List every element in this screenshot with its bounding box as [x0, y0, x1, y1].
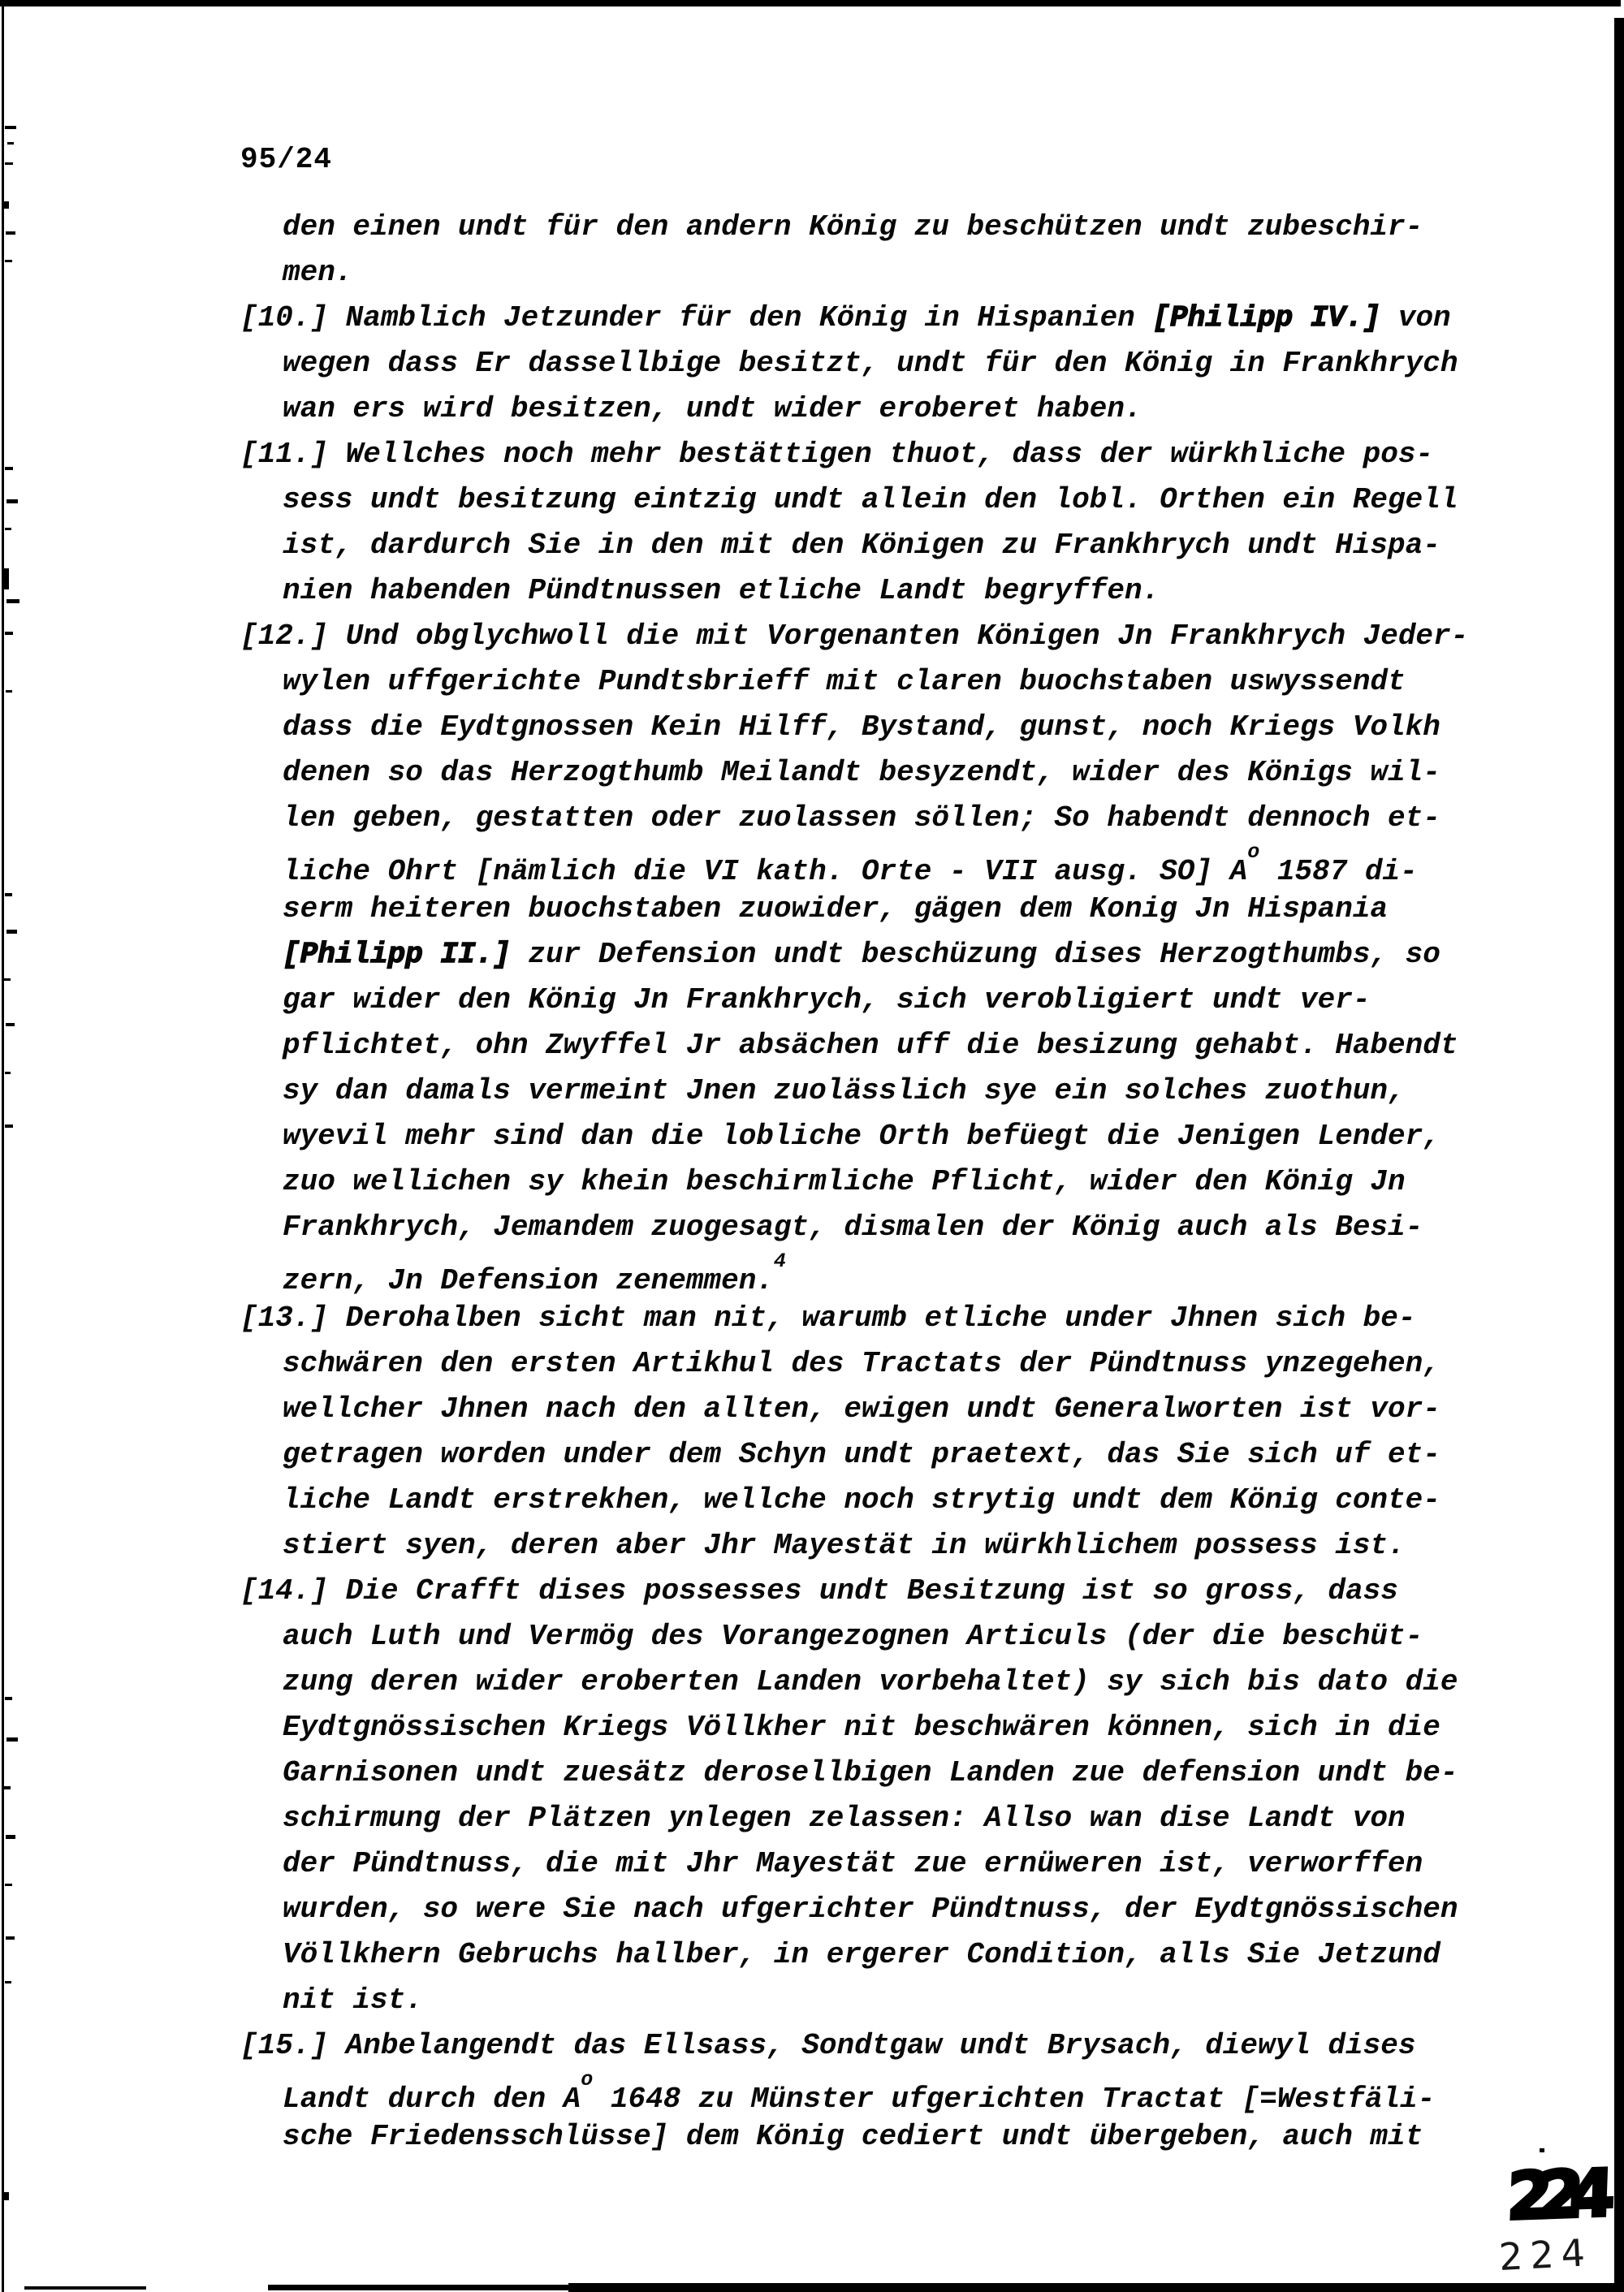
text: men.	[283, 256, 353, 289]
scan-artifact	[5, 893, 12, 896]
text: [13.] Derohalben sicht man nit, warumb etliche under Jhnen sich be-	[240, 1301, 1416, 1335]
text: liche Ohrt [nämlich die VI kath. Orte - VII ausg. SO] A	[283, 855, 1248, 888]
scan-artifact	[5, 1697, 12, 1700]
bold-text: [Philipp IV.]	[1152, 301, 1381, 335]
text-line	[240, 1387, 1556, 1432]
text-line	[240, 1341, 1556, 1387]
text-line	[240, 841, 1556, 887]
text-line	[240, 1705, 1556, 1750]
text-line	[240, 568, 1556, 614]
text: Frankhrych, Jemandem zuogesagt, dismalen der König auch als Besi-	[283, 1211, 1423, 1244]
text: auch Luth und Vermög des Vorangezognen Articuls (der die beschüt-	[283, 1620, 1423, 1653]
text-line	[240, 2069, 1556, 2114]
superscript: o	[1247, 840, 1260, 864]
text: den einen undt für den andern König zu beschützen undt zubeschir-	[283, 210, 1423, 244]
text-line	[240, 1841, 1556, 1887]
text-line	[240, 1978, 1556, 2023]
text-line	[240, 796, 1556, 841]
text-line	[240, 705, 1556, 750]
folio-number-marker: 224	[1505, 2155, 1603, 2235]
text: stiert syen, deren aber Jhr Mayestät in würkhlichem possess ist.	[283, 1529, 1406, 1562]
text-line	[240, 2023, 1556, 2069]
superscript: o	[581, 2068, 594, 2091]
text-line	[240, 1432, 1556, 1478]
text: [14.] Die Crafft dises possesses undt Besitzung ist so gross, dass	[240, 1574, 1398, 1608]
page-number: 95/24	[240, 143, 333, 176]
text: der Pündtnuss, die mit Jhr Mayestät zue ernüweren ist, verworffen	[283, 1847, 1423, 1880]
text-line	[240, 750, 1556, 796]
text-line	[240, 250, 1556, 296]
text-line	[240, 1478, 1556, 1523]
text-line	[240, 887, 1556, 932]
text-line	[240, 386, 1556, 432]
scan-artifact	[6, 1835, 15, 1839]
text: wylen uffgerichte Pundtsbrieff mit claren buochstaben uswyssendt	[283, 665, 1406, 698]
text-line	[240, 1887, 1556, 1932]
scan-artifact	[5, 467, 13, 470]
text-line	[240, 341, 1556, 386]
bold-text: [Philipp II.]	[283, 938, 511, 971]
text: 1587 di-	[1259, 855, 1418, 888]
text: serm heiteren buochstaben zuowider, gägen dem Konig Jn Hispania	[283, 892, 1389, 926]
text-line	[240, 1250, 1556, 1296]
scan-artifact	[3, 568, 9, 589]
scan-edge-bottom	[268, 2285, 577, 2290]
scan-artifact	[4, 978, 11, 981]
text: sche Friedensschlüsse] dem König cediert undt übergeben, auch mit	[283, 2120, 1423, 2153]
text: liche Landt erstrekhen, wellche noch strytig undt dem König conte-	[283, 1483, 1440, 1517]
text-line	[240, 1205, 1556, 1250]
folio-number-pencil: 224	[1497, 2230, 1594, 2279]
text: ist, dardurch Sie in den mit den Königen zu Frankhrych undt Hispa-	[283, 529, 1440, 562]
text: von	[1380, 301, 1451, 335]
text: nien habenden Pündtnussen etliche Landt begryffen.	[283, 574, 1160, 607]
scan-artifact	[5, 528, 11, 530]
text: sy dan damals vermeint Jnen zuolässlich sye ein solches zuothun,	[283, 1074, 1406, 1107]
text: [11.] Wellches noch mehr bestättigen thuot, dass der würkhliche pos-	[240, 438, 1434, 471]
scan-artifact	[5, 126, 16, 129]
text: [10.] Namblich Jetzunder für den König in Hispanien	[240, 301, 1153, 335]
text: dass die Eydtgnossen Kein Hilff, Bystand, gunst, noch Kriegs Volkh	[283, 710, 1440, 744]
text-line	[240, 523, 1556, 568]
text-line	[240, 1750, 1556, 1796]
text: Völlkhern Gebruchs hallber, in ergerer Condition, alls Sie Jetzund	[283, 1938, 1440, 1971]
scan-artifact	[7, 142, 14, 145]
scan-artifact	[6, 930, 17, 934]
scan-artifact	[4, 2192, 9, 2200]
text: denen so das Herzogthumb Meilandt besyzendt, wider des Königs wil-	[283, 756, 1440, 789]
text: schirmung der Plätzen ynlegen zelassen: Allso wan dise Landt von	[283, 1802, 1406, 1835]
text-line	[240, 978, 1556, 1023]
text: wellcher Jhnen nach den allten, ewigen undt Generalworten ist vor-	[283, 1392, 1440, 1426]
superscript: 4	[773, 1250, 786, 1273]
text: len geben, gestatten oder zuolassen söllen; So habendt dennoch et-	[283, 801, 1440, 835]
text-line	[240, 296, 1556, 341]
scan-artifact	[5, 260, 12, 262]
text: [15.] Anbelangendt das Ellsass, Sondtgaw undt Brysach, diewyl dises	[240, 2029, 1416, 2062]
scan-artifact	[6, 499, 18, 503]
text: wurden, so were Sie nach ufgerichter Pündtnuss, der Eydtgnössischen	[283, 1893, 1458, 1926]
scan-artifact	[6, 1936, 15, 1940]
scan-artifact	[6, 1023, 15, 1026]
scan-edge-left	[2, 5, 4, 2292]
text: wyevil mehr sind dan die lobliche Orth befüegt die Jenigen Lender,	[283, 1120, 1440, 1153]
text-line	[240, 2114, 1556, 2160]
text: gar wider den König Jn Frankhrych, sich verobligiert undt ver-	[283, 983, 1371, 1017]
text: Landt durch den A	[283, 2083, 581, 2116]
text: wegen dass Er dassellbige besitzt, undt für den König in Frankhrych	[283, 347, 1458, 380]
scan-artifact	[5, 632, 13, 635]
scan-artifact	[5, 1124, 13, 1128]
text-line	[240, 1159, 1556, 1205]
scan-edge-bottom	[568, 2283, 1624, 2292]
text-line	[240, 477, 1556, 523]
text: Garnisonen undt zuesätz derosellbigen Landen zue defension undt be-	[283, 1756, 1458, 1789]
text: sess undt besitzung eintzig undt allein den lobl. Orthen ein Regell	[283, 483, 1458, 516]
text: zung deren wider eroberten Landen vorbehaltet) sy sich bis dato die	[283, 1665, 1458, 1698]
scan-artifact	[5, 162, 13, 165]
text-line	[240, 659, 1556, 705]
text: pflichtet, ohn Zwyffel Jr absächen uff die besizung gehabt. Habendt	[283, 1029, 1458, 1062]
text: [12.] Und obglychwoll die mit Vorgenanten Königen Jn Frankhrych Jeder-	[240, 619, 1469, 653]
text: 1648 zu Münster ufgerichten Tractat [=Westfäli-	[593, 2083, 1436, 2116]
scan-artifact	[5, 1884, 12, 1886]
text-line	[240, 1296, 1556, 1341]
text: zur Defension undt beschüzung dises Herzogthumbs, so	[510, 938, 1440, 971]
scan-edge-bottom	[24, 2286, 146, 2290]
scan-artifact	[5, 1981, 11, 1983]
text-line	[240, 1660, 1556, 1705]
scan-artifact	[6, 231, 15, 235]
scan-edge-top	[0, 0, 1621, 6]
text: wan ers wird besitzen, undt wider eroberet haben.	[283, 392, 1142, 425]
text: zern, Jn Defension zenemmen.	[283, 1264, 774, 1297]
text-line	[240, 432, 1556, 477]
document-body	[240, 205, 1556, 2160]
scan-artifact	[4, 201, 9, 209]
text: schwären den ersten Artikhul des Tractats der Pündtnuss ynzegehen,	[283, 1347, 1440, 1380]
text-line	[240, 1614, 1556, 1660]
text-line	[240, 1023, 1556, 1068]
text: zuo wellichen sy khein beschirmliche Pflicht, wider den König Jn	[283, 1165, 1406, 1198]
text-line	[240, 1114, 1556, 1159]
text-line	[240, 614, 1556, 659]
text-line	[240, 932, 1556, 978]
text-line	[240, 1569, 1556, 1614]
text-line	[240, 1796, 1556, 1841]
text-line	[240, 1068, 1556, 1114]
text-line	[240, 1523, 1556, 1569]
text-line	[240, 205, 1556, 250]
scan-artifact	[6, 690, 12, 693]
text-line	[240, 1932, 1556, 1978]
scan-artifact	[5, 1072, 11, 1074]
text: getragen worden under dem Schyn undt praetext, das Sie sich uf et-	[283, 1438, 1440, 1471]
scan-artifact	[4, 1786, 11, 1789]
scan-edge-right	[1614, 18, 1624, 2292]
scan-artifact	[6, 599, 19, 603]
scan-artifact	[6, 1737, 18, 1742]
text: Eydtgnössischen Kriegs Völlkher nit beschwären können, sich in die	[283, 1711, 1440, 1744]
text: nit ist.	[283, 1983, 423, 2017]
